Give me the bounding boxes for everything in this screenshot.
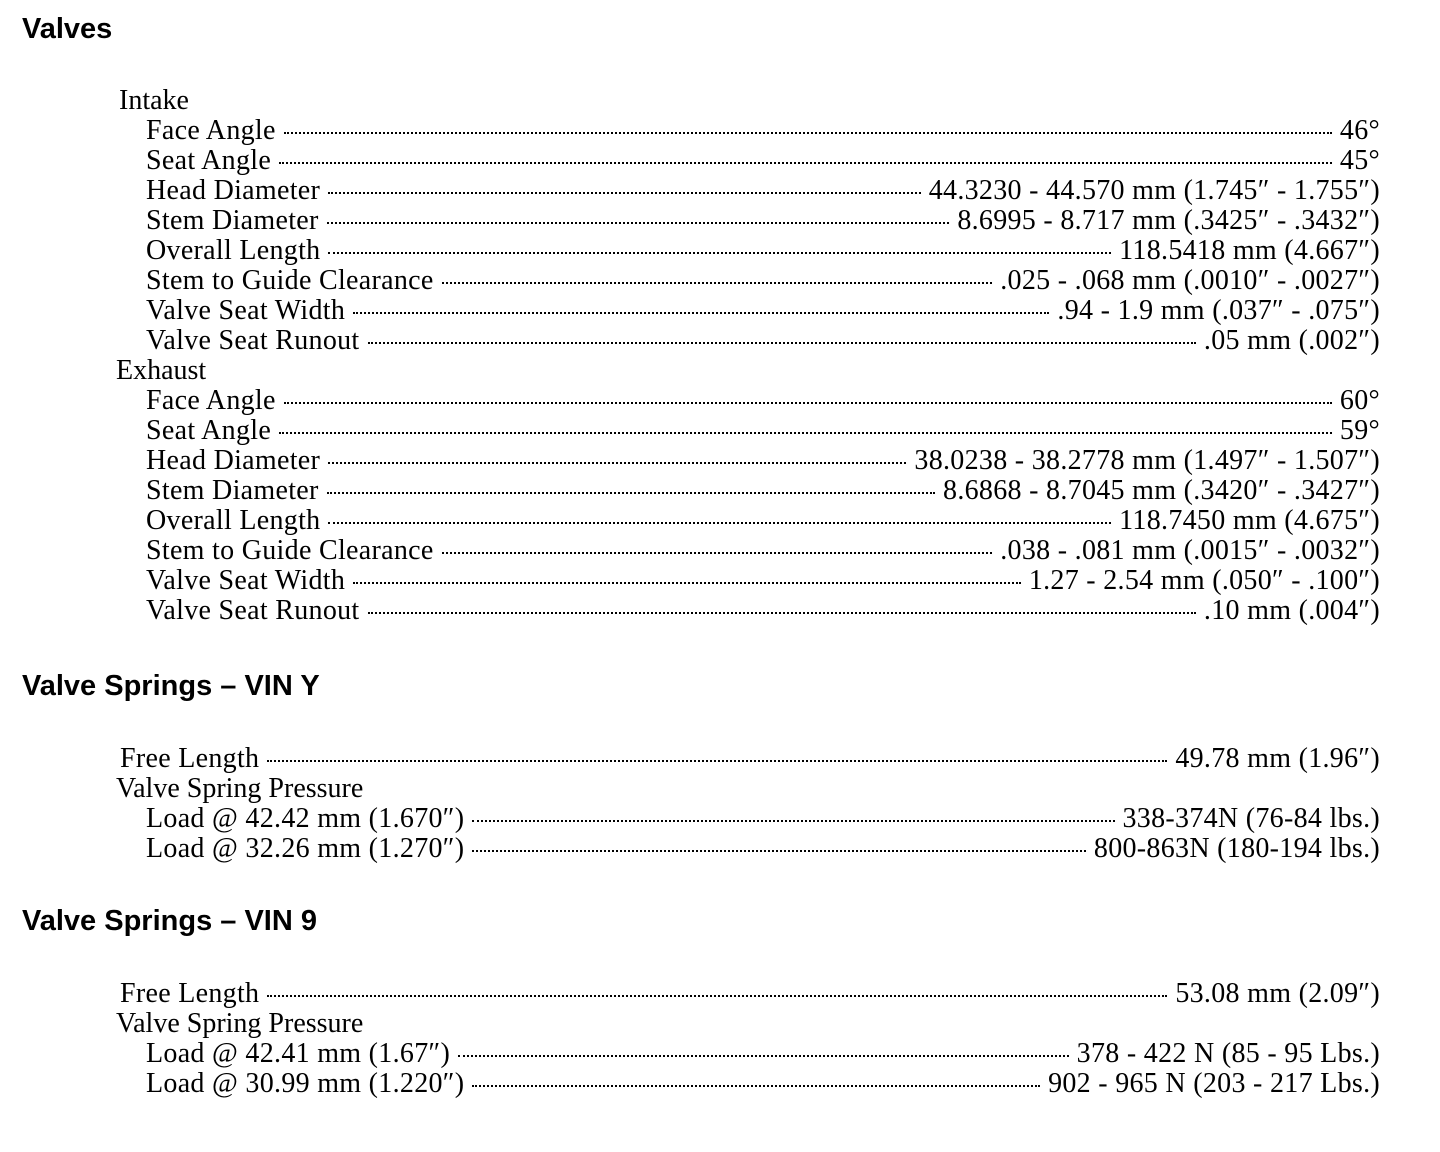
- spec-value: 59°: [1339, 415, 1380, 446]
- spec-value: 8.6868 - 8.7045 mm (.3420″ - .3427″): [943, 475, 1380, 506]
- spec-row-intake-seat-angle: [146, 146, 1380, 176]
- spec-label: Face Angle: [146, 115, 276, 146]
- spec-value: 118.5418 mm (4.667″): [1119, 235, 1380, 266]
- spec-label: Load @ 42.41 mm (1.67″): [146, 1038, 451, 1069]
- valve-springs-vin-9-title: Valve Springs – VIN 9: [22, 905, 317, 937]
- spec-row-exhaust-head-diameter: [146, 446, 1380, 476]
- dot-leader: [458, 1055, 1069, 1057]
- dot-leader: [353, 582, 1021, 584]
- spec-label: Valve Seat Width: [146, 295, 346, 326]
- spec-label: Valve Seat Runout: [146, 595, 360, 626]
- dot-leader: [442, 282, 993, 284]
- spec-row-intake-head-diameter: [146, 176, 1380, 206]
- spec-row-intake-overall-length: [146, 236, 1380, 266]
- spec-value: .025 - .068 mm (.0010″ - .0027″): [1000, 265, 1380, 296]
- spec-row-exhaust-face-angle: [146, 386, 1380, 416]
- spec-row-exhaust-stem-diameter: [146, 476, 1380, 506]
- spec-row-load-y-2: [146, 834, 1380, 864]
- spec-label: Stem Diameter: [146, 475, 319, 506]
- spec-row-exhaust-seat-width: [146, 566, 1380, 596]
- dot-leader: [279, 162, 1332, 164]
- spec-label: Free Length: [120, 743, 260, 774]
- spec-label: Seat Angle: [146, 415, 272, 446]
- dot-leader: [368, 342, 1196, 344]
- spec-label: Load @ 42.42 mm (1.670″): [146, 803, 465, 834]
- dot-leader: [279, 432, 1332, 434]
- spec-label: Face Angle: [146, 385, 276, 416]
- spring-pressure-heading-9: Valve Spring Pressure: [116, 1008, 364, 1039]
- spec-row-intake-guide-clearance: [146, 266, 1380, 296]
- spec-value: 45°: [1339, 145, 1380, 176]
- dot-leader: [284, 132, 1332, 134]
- spec-label: Load @ 32.26 mm (1.270″): [146, 833, 465, 864]
- spec-value: 38.0238 - 38.2778 mm (1.497″ - 1.507″): [914, 445, 1380, 476]
- spec-label: Free Length: [120, 978, 260, 1009]
- spec-row-intake-seat-runout: [146, 326, 1380, 356]
- dot-leader: [328, 252, 1111, 254]
- spec-label: Valve Seat Runout: [146, 325, 360, 356]
- spec-row-load-y-1: [146, 804, 1380, 834]
- spec-value: 60°: [1339, 385, 1380, 416]
- spec-value: .038 - .081 mm (.0015″ - .0032″): [1000, 535, 1380, 566]
- spec-row-intake-face-angle: [146, 116, 1380, 146]
- spec-value: 44.3230 - 44.570 mm (1.745″ - 1.755″): [928, 175, 1380, 206]
- spec-value: 338-374N (76-84 lbs.): [1122, 803, 1380, 834]
- spec-value: 902 - 965 N (203 - 217 Lbs.): [1048, 1068, 1380, 1099]
- dot-leader: [328, 462, 906, 464]
- spec-value: 8.6995 - 8.717 mm (.3425″ - .3432″): [957, 205, 1380, 236]
- spec-value: 49.78 mm (1.96″): [1175, 743, 1380, 774]
- spec-value: 53.08 mm (2.09″): [1175, 978, 1380, 1009]
- dot-leader: [267, 995, 1167, 997]
- spec-value: 800-863N (180-194 lbs.): [1093, 833, 1380, 864]
- spec-label: Overall Length: [146, 505, 321, 536]
- dot-leader: [328, 522, 1111, 524]
- valve-springs-vin-9-block: [116, 979, 1380, 1099]
- dot-leader: [472, 1085, 1040, 1087]
- spec-label: Overall Length: [146, 235, 321, 266]
- spec-label: Valve Seat Width: [146, 565, 346, 596]
- spec-label: Head Diameter: [146, 445, 321, 476]
- intake-heading: Intake: [119, 85, 189, 116]
- exhaust-heading: Exhaust: [116, 355, 207, 386]
- spec-row-exhaust-overall-length: [146, 506, 1380, 536]
- dot-leader: [368, 612, 1196, 614]
- dot-leader: [353, 312, 1049, 314]
- spec-row-exhaust-guide-clearance: [146, 536, 1380, 566]
- spec-value: .94 - 1.9 mm (.037″ - .075″): [1057, 295, 1380, 326]
- spec-value: 118.7450 mm (4.675″): [1119, 505, 1380, 536]
- spec-row-intake-seat-width: [146, 296, 1380, 326]
- spec-value: .10 mm (.004″): [1203, 595, 1380, 626]
- spec-row-free-length-y: [120, 744, 1380, 774]
- valves-title: Valves: [22, 13, 113, 45]
- spec-label: Stem to Guide Clearance: [146, 535, 434, 566]
- spec-value: .05 mm (.002″): [1203, 325, 1380, 356]
- spring-pressure-heading-y: Valve Spring Pressure: [116, 773, 364, 804]
- spec-value: 378 - 422 N (85 - 95 Lbs.): [1076, 1038, 1380, 1069]
- spec-value: 1.27 - 2.54 mm (.050″ - .100″): [1028, 565, 1380, 596]
- spec-label: Stem Diameter: [146, 205, 319, 236]
- spec-label: Load @ 30.99 mm (1.220″): [146, 1068, 465, 1099]
- spec-row-exhaust-seat-angle: [146, 416, 1380, 446]
- valves-spec-block: [116, 86, 1380, 626]
- dot-leader: [472, 820, 1114, 822]
- dot-leader: [327, 492, 935, 494]
- spec-label: Head Diameter: [146, 175, 321, 206]
- valve-springs-vin-y-block: [116, 744, 1380, 864]
- spec-value: 46°: [1339, 115, 1380, 146]
- spec-row-exhaust-seat-runout: [146, 596, 1380, 626]
- spec-label: Seat Angle: [146, 145, 272, 176]
- dot-leader: [284, 402, 1332, 404]
- spec-label: Stem to Guide Clearance: [146, 265, 434, 296]
- dot-leader: [442, 552, 993, 554]
- dot-leader: [327, 222, 950, 224]
- dot-leader: [472, 850, 1086, 852]
- valve-springs-vin-y-title: Valve Springs – VIN Y: [22, 670, 320, 702]
- spec-row-load-9-2: [146, 1069, 1380, 1099]
- spec-row-intake-stem-diameter: [146, 206, 1380, 236]
- spec-row-free-length-9: [120, 979, 1380, 1009]
- dot-leader: [328, 192, 921, 194]
- dot-leader: [267, 760, 1167, 762]
- spec-row-load-9-1: [146, 1039, 1380, 1069]
